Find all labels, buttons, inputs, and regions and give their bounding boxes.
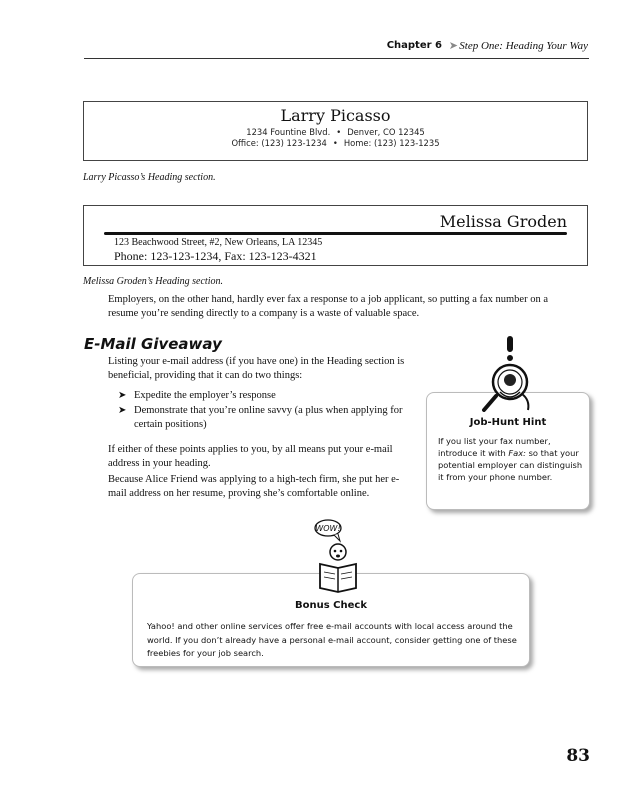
sample-name: Larry Picasso: [280, 106, 391, 125]
bullet-separator: •: [336, 127, 342, 137]
sample-phone-line: [84, 138, 587, 148]
arrow-bullet-icon: ➤: [118, 405, 127, 416]
hint-body: [438, 435, 583, 483]
sample-address-line: [84, 127, 587, 137]
city-state-zip: Denver, CO 12345: [347, 127, 425, 137]
running-header: [0, 40, 588, 56]
header-arrow-icon: ➤: [448, 39, 458, 52]
hint-text: If you list your fax number, introduce it with: [438, 436, 551, 458]
sample-address-line: 123 Beachwood Street, #2, New Orleans, LA 12345: [114, 237, 323, 248]
bonus-body: Yahoo! and other online services offer free e-mail accounts with local access around the world. If you don’t already have a personal e-mail account, consider getting one of these freebies for your job search.: [147, 621, 517, 658]
figure-caption: Larry Picasso’s Heading section.: [83, 172, 216, 183]
office-phone: Office: (123) 123-1234: [231, 138, 327, 148]
hint-text: so that your potential employer can distinguish it from your phone number.: [438, 448, 583, 482]
chapter-label: Chapter 6: [386, 40, 442, 51]
body-paragraph: Listing your e-mail address (if you have one) in the Heading section is beneficial, providing that it can do two things:: [108, 356, 405, 381]
speech-bubble-text: WOW!: [315, 524, 341, 533]
sample-heading-larry: [83, 101, 588, 161]
list-item-text: Expedite the employer’s response: [134, 390, 276, 401]
figure-caption: Melissa Groden’s Heading section.: [83, 276, 223, 287]
body-paragraph: If either of these points applies to you, by all means put your e-mail address in your heading.: [108, 444, 393, 469]
sample-phone-line: Phone: 123-123-1234, Fax: 123-123-4321: [114, 249, 317, 263]
magnifier-exclamation-icon: [470, 332, 550, 412]
sample-name: Melissa Groden: [439, 212, 567, 231]
heading-rule: [104, 232, 567, 235]
hint-title: Job-Hunt Hint: [469, 417, 547, 428]
bonus-title: Bonus Check: [295, 600, 367, 611]
list-item-text: Demonstrate that you’re online savvy (a plus when applying for certain positions): [134, 405, 403, 430]
chapter-title: Step One: Heading Your Way: [459, 40, 588, 52]
section-heading: E-Mail Giveaway: [84, 335, 222, 353]
hint-text-italic: Fax:: [508, 448, 526, 458]
street-address: 1234 Fountine Blvd.: [246, 127, 331, 137]
bullet-separator: •: [332, 138, 338, 148]
arrow-bullet-icon: ➤: [118, 390, 127, 401]
body-paragraph: Employers, on the other hand, hardly ever fax a response to a job applicant, so putting a fax number on a resume you’re sending directly to a company is a waste of valuable space.: [108, 294, 548, 319]
reader-wow-icon: [308, 516, 366, 594]
page-number: 83: [566, 746, 590, 766]
home-phone: Home: (123) 123-1235: [343, 138, 440, 148]
header-rule: [84, 58, 589, 59]
sample-heading-melissa: [83, 205, 588, 266]
body-paragraph: Because Alice Friend was applying to a high-tech firm, she put her e-mail address on her resume, proving she’s comfortable online.: [108, 474, 400, 499]
